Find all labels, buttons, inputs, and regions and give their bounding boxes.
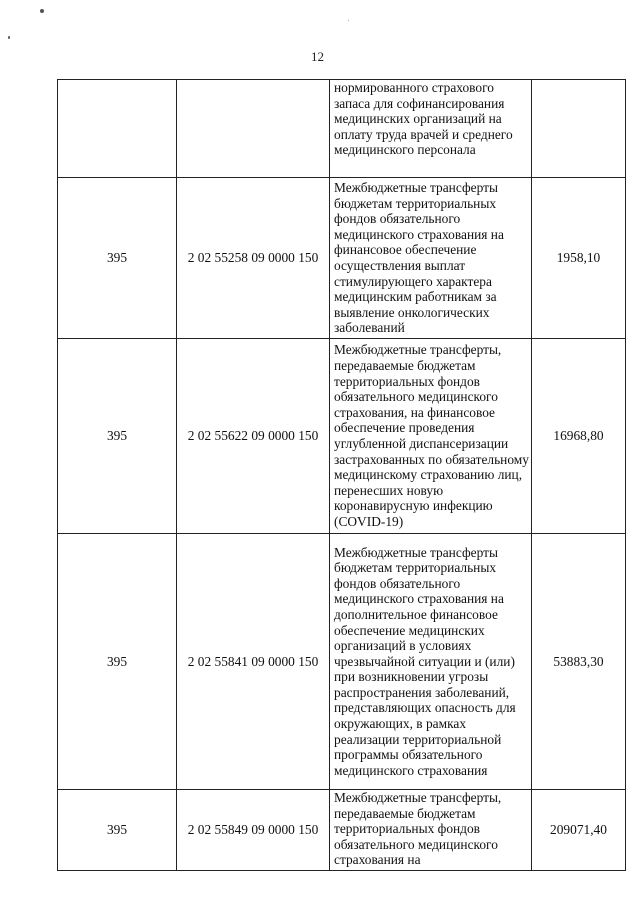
scan-speck [8, 36, 10, 39]
admin-code-cell [58, 80, 177, 178]
page-number: 12 [311, 49, 324, 64]
admin-code-cell: 395 [58, 534, 177, 790]
budget-code-cell: 2 02 55849 09 0000 150 [177, 790, 330, 871]
table-row [58, 178, 626, 339]
table-row [58, 80, 626, 178]
description-text: Межбюджетные трансферты, передаваемые бюджетам территориальных фондов обязательного медицинского страхования, на финансовое обеспечение проведения углубленной диспансеризации застрахованных по обязательному медицинскому страхованию лиц, перенесших новую коронавирусную инфекцию (COVID-19) [334, 342, 529, 529]
admin-code-cell: 395 [58, 339, 177, 534]
description-text: нормированного страхового запаса для софинансирования медицинских организаций на оплату труда врачей и среднего медицинского персонала [334, 80, 513, 158]
description-cell [330, 790, 532, 871]
table-row [58, 790, 626, 871]
table-row [58, 534, 626, 790]
description-cell [330, 339, 532, 534]
budget-code-cell: 2 02 55258 09 0000 150 [177, 178, 330, 339]
amount-cell: 1958,10 [532, 178, 626, 339]
budget-transfers-table [57, 79, 626, 871]
amount-cell [532, 80, 626, 178]
description-cell [330, 534, 532, 790]
amount-cell: 16968,80 [532, 339, 626, 534]
admin-code-cell: 395 [58, 178, 177, 339]
admin-code-cell: 395 [58, 790, 177, 871]
scan-speck [348, 20, 349, 21]
amount-cell: 53883,30 [532, 534, 626, 790]
description-text: Межбюджетные трансферты бюджетам территориальных фондов обязательного медицинского страхования на дополнительное финансовое обеспечение медицинских организаций в условиях чрезвычайной ситуации и (или) при возникновении угрозы распространения заболеваний, представляющих опасность для окружающих, в рамках реализации территориальной программы обязательного медицинского страхования [334, 544, 516, 778]
description-cell [330, 80, 532, 178]
description-cell [330, 178, 532, 339]
description-text: Межбюджетные трансферты бюджетам территориальных фондов обязательного медицинского страхования на финансовое обеспечение осуществления выплат стимулирующего характера медицинским работникам за выявление онкологических заболеваний [334, 180, 504, 336]
budget-code-cell: 2 02 55622 09 0000 150 [177, 339, 330, 534]
budget-code-cell [177, 80, 330, 178]
description-text: Межбюджетные трансферты, передаваемые бюджетам территориальных фондов обязательного медицинского страхования на [334, 790, 502, 868]
budget-code-cell: 2 02 55841 09 0000 150 [177, 534, 330, 790]
scan-speck [40, 9, 44, 13]
amount-cell: 209071,40 [532, 790, 626, 871]
table-row [58, 339, 626, 534]
